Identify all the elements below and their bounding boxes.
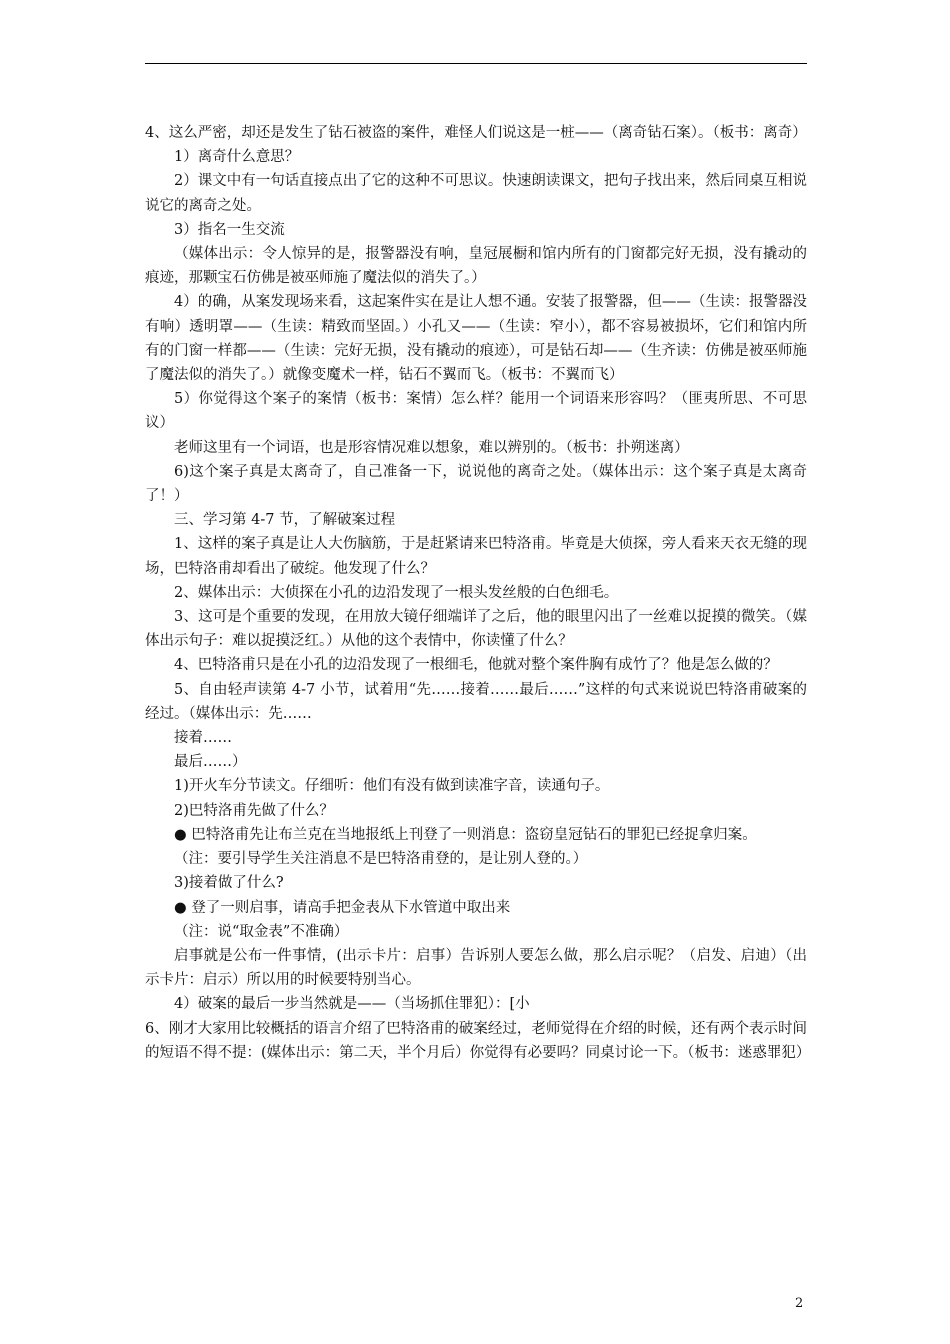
paragraph-6: 4）的确，从案发现场来看，这起案件实在是让人想不通。安装了报警器，但——（生读：报警器没有响）透明罩——（生读：精致而坚固。）小孔又——（生读：窄小），都不容易被损坏，它们和馆内所有的门窗一样都——（生读：完好无损，没有撬动的痕迹），可是钻石却——（生齐读：仿佛是被巫师施了魔法似的消失了。）就像变魔术一样，钻石不翼而飞。（板书：不翼而飞） [145,294,807,384]
paragraph-4: 3）指名一生交流 [174,221,285,238]
paragraph-12: 2、媒体出示：大侦探在小孔的边沿发现了一根头发丝般的白色细毛。 [174,584,619,601]
paragraph-8: 老师这里有一个词语，也是形容情况难以想象，难以辨别的。（板书：扑朔迷离） [174,439,689,456]
paragraph-14: 4、巴特洛甫只是在小孔的边沿发现了一根细毛，他就对整个案件胸有成竹了？他是怎么做的？ [174,657,778,674]
paragraph-25: 启事就是公布一件事情，(出示卡片：启事）告诉别人要怎么做，那么启示呢？（启发、启迪）（出示卡片：启示）所以用的时候要特别当心。 [145,947,807,989]
paragraph-26: 4）破案的最后一步当然就是——（当场抓住罪犯）：[小 [174,996,530,1013]
paragraph-19: 2)巴特洛甫先做了什么？ [174,802,334,819]
paragraph-17: 最后……） [174,754,247,771]
page-number: 2 [795,1296,804,1311]
paragraph-16: 接着…… [174,730,232,747]
bullet-paragraph-1: ● 巴特洛甫先让布兰克在当地报纸上刊登了一则消息：盗窃皇冠钻石的罪犯已经捉拿归案。 [174,826,757,843]
document-body [145,121,811,1065]
bullet-paragraph-2: ● 登了一则启事，请高手把金表从下水管道中取出来 [174,899,511,916]
paragraph-3: 2）课文中有一句话直接点出了它的这种不可思议。快速朗读课文，把句子找出来，然后同桌互相说说它的离奇之处。 [145,173,807,214]
paragraph-2: 1）离奇什么意思？ [174,149,300,166]
paragraph-1: 4、这么严密，却还是发生了钻石被盗的案件，难怪人们说这是一桩——（离奇钻石案）。（板书：离奇） [145,125,807,141]
paragraph-22: 3)接着做了什么? [174,875,284,892]
paragraph-24: （注：说“取金表”不准确） [174,923,349,940]
paragraph-13: 3、这可是个重要的发现，在用放大镜仔细端详了之后，他的眼里闪出了一丝难以捉摸的微笑。（媒体出示句子：难以捉摸泛红。）从他的这个表情中，你读懂了什么？ [145,609,807,650]
paragraph-27: 6、刚才大家用比较概括的语言介绍了巴特洛甫的破案经过，老师觉得在介绍的时候，还有两个表示时间的短语不得不提：(媒体出示：第二天，半个月后）你觉得有必要吗？同桌讨论一下。（板书：迷惑罪犯） [145,1020,811,1061]
paragraph-9: 6)这个案子真是太离奇了，自己准备一下，说说他的离奇之处。（媒体出示：这个案子真是太离奇了！） [145,463,807,505]
paragraph-18: 1)开火车分节读文。仔细听：他们有没有做到读准字音，读通句子。 [174,778,610,795]
paragraph-5: （媒体出示：令人惊异的是，报警器没有响，皇冠展橱和馆内所有的门窗都完好无损，没有撬动的痕迹，那颗宝石仿佛是被巫师施了魔法似的消失了。） [145,246,807,287]
paragraph-15: 5、自由轻声读第 4-7 小节，试着用“先……接着……最后……”这样的句式来说说巴特洛甫破案的经过。（媒体出示：先…… [145,681,807,722]
header-rule [145,63,807,64]
paragraph-21: （注：要引导学生关注消息不是巴特洛甫登的，是让别人登的。） [174,851,588,868]
section-heading: 三、学习第 4-7 节，了解破案过程 [174,512,396,529]
paragraph-7: 5）你觉得这个案子的案情（板书：案情）怎么样？能用一个词语来形容吗？（匪夷所思、不可思议） [145,391,807,432]
paragraph-11: 1、这样的案子真是让人大伤脑筋，于是赶紧请来巴特洛甫。毕竟是大侦探，旁人看来天衣无缝的现场，巴特洛甫却看出了破绽。他发现了什么？ [145,536,807,577]
